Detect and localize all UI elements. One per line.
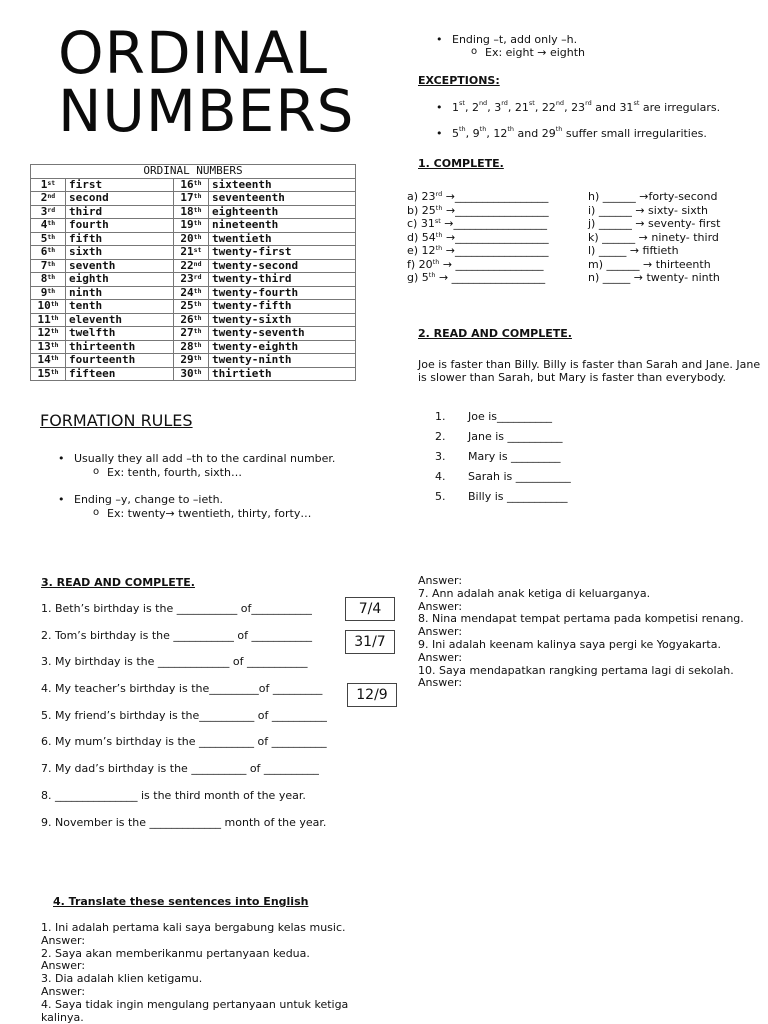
ordinal-number <box>173 273 208 287</box>
table-row <box>31 246 356 260</box>
ordinal-number <box>31 354 66 368</box>
suffix: th <box>47 286 56 295</box>
suffix: th <box>435 230 443 239</box>
ordinal-number <box>31 367 66 381</box>
suffix: th <box>193 205 202 214</box>
number: 29 <box>180 353 194 366</box>
suffix: th <box>50 313 59 322</box>
list-item: 5. My friend’s birthday is the__________ of __________ <box>41 708 327 722</box>
suffix: th <box>432 257 440 266</box>
item-number: 2. <box>435 430 446 443</box>
exercise-4-right <box>418 575 763 690</box>
number: 13 <box>37 339 51 353</box>
ordinal-word: fourth <box>66 219 174 233</box>
exception-number: 12 <box>493 127 508 140</box>
number: 30 <box>180 366 194 380</box>
ordinal-word: sixth <box>66 246 174 260</box>
number: 18 <box>180 204 194 218</box>
ordinal-number <box>173 300 208 314</box>
complete-item: l) _____ → fiftieth <box>588 244 679 257</box>
number: 12 <box>37 326 51 339</box>
item-number: e) 12 <box>407 244 436 257</box>
ordinal-number <box>31 286 66 300</box>
number: 5 <box>40 231 48 245</box>
suffix: th <box>193 300 202 308</box>
complete-item <box>407 271 549 285</box>
number: 22 <box>180 258 194 272</box>
rule-2-example: o Ex: twenty→ twentieth, thirty, forty… <box>107 507 311 520</box>
number: 2 <box>40 191 48 204</box>
ordinal-number <box>31 327 66 341</box>
ordinal-word: first <box>66 178 174 192</box>
ordinal-number <box>31 192 66 206</box>
number: 20 <box>180 231 194 245</box>
ordinal-number <box>31 313 66 327</box>
suffix: st <box>459 99 465 107</box>
item-number: g) 5 <box>407 271 429 284</box>
translate-line: 3. Dia adalah klien ketigamu. <box>41 972 203 986</box>
number: 24 <box>180 285 194 299</box>
item-number: f) 20 <box>407 257 433 271</box>
item-text: Sarah is __________ <box>468 470 571 483</box>
ordinal-word: twenty-first <box>208 246 355 260</box>
translate-line: Answer: <box>41 959 86 973</box>
item-number: 4. <box>435 470 446 483</box>
suffix: th <box>507 125 515 133</box>
number: 4 <box>40 218 48 231</box>
suffix: th <box>50 354 59 362</box>
exception-tail: and 29 <box>514 127 556 140</box>
ordinal-word: eighth <box>66 273 174 287</box>
exception-number: 5 <box>452 127 459 140</box>
answer-blank: → ________________ <box>439 257 544 271</box>
list-item: 7. My dad’s birthday is the __________ of __________ <box>41 762 319 776</box>
list-item: 6. My mum’s birthday is the __________ of __________ <box>41 735 327 749</box>
number: 26 <box>180 312 194 326</box>
ordinal-number <box>31 219 66 233</box>
list-item: 1. Beth’s birthday is the ___________ of___________ <box>41 602 312 615</box>
ordinal-number <box>173 286 208 300</box>
translate-line: 10. Saya mendapatkan rangking pertama lagi di sekolah. <box>418 663 734 677</box>
exceptions-heading: EXCEPTIONS: <box>418 74 500 87</box>
number: 6 <box>40 245 48 258</box>
rule-3: • Ending –t, add only –h. <box>452 33 577 46</box>
exercise-4-heading: 4. Translate these sentences into English <box>53 895 309 908</box>
complete-item <box>407 204 549 218</box>
item-number: b) 25 <box>407 203 436 217</box>
ordinal-word: twenty-ninth <box>208 354 355 368</box>
exercise-3-heading: 3. READ AND COMPLETE. <box>41 576 195 589</box>
suffix: th <box>47 259 56 268</box>
ordinal-number <box>31 246 66 260</box>
translate-line: Answer: <box>418 650 463 664</box>
ordinal-word: twenty-sixth <box>208 313 355 327</box>
ordinal-word: seventh <box>66 259 174 273</box>
table-row <box>31 178 356 192</box>
answer-blank: →_________________ <box>440 217 547 230</box>
number: 10 <box>37 299 51 312</box>
translate-line: Answer: <box>418 599 463 613</box>
ordinal-word: twenty-eighth <box>208 340 355 354</box>
ordinal-number <box>173 354 208 368</box>
suffix: th <box>47 219 56 227</box>
table-row <box>31 232 356 246</box>
table-row <box>31 259 356 273</box>
translate-line: 9. Ini adalah keenam kalinya saya pergi ke Yogyakarta. <box>418 637 721 651</box>
complete-item: n) _____ → twenty- ninth <box>588 271 720 284</box>
exception-number: 1 <box>452 101 459 114</box>
item-number: d) 54 <box>407 230 436 244</box>
exercise-1-left <box>407 190 549 285</box>
answer-blank: →_________________ <box>442 203 549 217</box>
formation-heading: FORMATION RULES <box>40 411 193 430</box>
suffix: rd <box>435 190 443 198</box>
item-text: Joe is__________ <box>468 410 553 423</box>
suffix: nd <box>193 259 202 268</box>
suffix: th <box>555 125 563 133</box>
suffix: th <box>50 367 59 376</box>
suffix: st <box>434 217 441 225</box>
suffix: th <box>193 192 202 200</box>
table-header: ORDINAL NUMBERS <box>31 165 356 179</box>
exception-number: 9 <box>472 127 480 140</box>
rule-1-example: o Ex: tenth, fourth, sixth… <box>107 466 242 479</box>
complete-item <box>407 231 549 245</box>
suffix: rd <box>501 99 508 107</box>
number: 23 <box>180 272 194 285</box>
exercise-1-heading: 1. COMPLETE. <box>418 157 504 170</box>
table-row <box>31 313 356 327</box>
exception-number: 2 <box>471 101 479 114</box>
item-number: 1. <box>435 410 446 423</box>
number: 28 <box>180 339 194 353</box>
item-text: Jane is __________ <box>468 430 563 443</box>
suffix: th <box>193 354 202 362</box>
ordinal-number <box>173 192 208 206</box>
exercise-4-left <box>41 922 361 1024</box>
ordinal-table <box>30 164 356 381</box>
complete-item <box>407 244 549 258</box>
complete-item <box>407 190 549 204</box>
ordinal-word: eleventh <box>66 313 174 327</box>
ordinal-number <box>173 246 208 260</box>
translate-line: Answer: <box>418 625 463 639</box>
complete-item <box>407 258 549 272</box>
number: 7 <box>40 258 48 272</box>
suffix: th <box>193 286 202 295</box>
ordinal-number <box>31 273 66 287</box>
suffix: st <box>193 246 202 254</box>
item-number: c) 31 <box>407 217 435 230</box>
complete-item: m) ______ → thirteenth <box>588 257 711 271</box>
ordinal-number <box>173 367 208 381</box>
translate-line: 4. Saya tidak ingin mengulang pertanyaan untuk ketiga kalinya. <box>41 997 349 1024</box>
list-item <box>435 470 571 490</box>
ordinal-number <box>31 300 66 314</box>
number: 19 <box>180 218 194 231</box>
list-item: 9. November is the _____________ month of the year. <box>41 815 327 829</box>
answer-blank: →_________________ <box>442 244 549 257</box>
list-item <box>435 430 571 450</box>
table-row <box>31 219 356 233</box>
suffix: th <box>193 178 202 187</box>
suffix: th <box>459 125 466 133</box>
ordinal-word: twenty-fourth <box>208 286 355 300</box>
complete-item <box>407 217 549 231</box>
number: 9 <box>40 285 48 299</box>
table-row <box>31 205 356 219</box>
exception-number: 23 <box>571 101 586 114</box>
complete-item: j) ______ → seventy- first <box>588 217 721 230</box>
exercise-2-heading: 2. READ AND COMPLETE. <box>418 327 572 340</box>
ordinal-word: second <box>66 192 174 206</box>
number: 3 <box>40 204 48 218</box>
suffix: nd <box>47 192 56 200</box>
ordinal-number <box>31 259 66 273</box>
ordinal-number <box>173 219 208 233</box>
table-row <box>31 286 356 300</box>
list-item: 3. My birthday is the _____________ of ___________ <box>41 655 308 669</box>
item-number: a) 23 <box>407 190 436 203</box>
suffix: th <box>193 327 202 335</box>
number: 14 <box>37 353 51 366</box>
list-item: 8. _______________ is the third month of the year. <box>41 788 306 802</box>
table-row <box>31 192 356 206</box>
table-row <box>31 354 356 368</box>
ordinal-word: seventeenth <box>208 192 355 206</box>
suffix: th <box>47 273 56 281</box>
answer-box-1: 7/4 <box>345 597 395 621</box>
complete-item: h) ______ →forty-second <box>588 190 718 203</box>
translate-line: 2. Saya akan memberikanmu pertanyaan kedua. <box>41 946 310 960</box>
suffix: th <box>193 219 202 227</box>
number: 15 <box>37 366 51 380</box>
exception-tail: and 31 <box>591 101 634 114</box>
suffix: th <box>50 300 59 308</box>
suffix: th <box>428 271 436 279</box>
ordinal-number <box>173 232 208 246</box>
ordinal-word: twelfth <box>66 327 174 341</box>
ordinal-word: tenth <box>66 300 174 314</box>
item-number: 5. <box>435 490 446 503</box>
ordinal-word: thirtieth <box>208 367 355 381</box>
ordinal-word: sixteenth <box>208 178 355 192</box>
ordinal-number <box>173 327 208 341</box>
ordinal-word: third <box>66 205 174 219</box>
table-row <box>31 327 356 341</box>
suffix: rd <box>585 99 592 107</box>
answer-box-2: 31/7 <box>345 630 395 654</box>
exception-number: 21 <box>514 101 529 114</box>
ordinal-word: twenty-seventh <box>208 327 355 341</box>
exception-end: are irregulars. <box>639 101 721 114</box>
suffix: th <box>50 340 59 349</box>
item-text: Mary is _________ <box>468 450 561 463</box>
list-item <box>435 490 571 510</box>
suffix: st <box>47 178 56 187</box>
exercise-3-items <box>41 602 327 842</box>
ordinal-word: fifteen <box>66 367 174 381</box>
ordinal-number <box>31 340 66 354</box>
ordinal-word: nineteenth <box>208 219 355 233</box>
list-item: 4. My teacher’s birthday is the_________of _________ <box>41 682 323 696</box>
ordinal-word: ninth <box>66 286 174 300</box>
item-text: Billy is ___________ <box>468 490 568 503</box>
list-item <box>435 410 571 430</box>
translate-line: Answer: <box>41 984 86 998</box>
exception-end: suffer small irregularities. <box>562 127 707 140</box>
suffix: th <box>193 340 202 349</box>
translate-line: Answer: <box>41 933 86 947</box>
table-row <box>31 367 356 381</box>
suffix: th <box>193 313 202 322</box>
rule-3-example: o Ex: eight → eighth <box>485 46 585 59</box>
translate-line: 7. Ann adalah anak ketiga di keluarganya. <box>418 586 651 600</box>
table-row <box>31 273 356 287</box>
number: 17 <box>180 191 194 204</box>
list-item <box>435 450 571 470</box>
ordinal-number <box>31 232 66 246</box>
table-row <box>31 300 356 314</box>
exception-number: 3 <box>494 101 502 114</box>
suffix: th <box>435 244 443 252</box>
translate-line: 1. Ini adalah pertama kali saya bergabung kelas music. <box>41 921 346 934</box>
complete-item: k) ______ → ninety- third <box>588 230 719 244</box>
ordinal-word: twentieth <box>208 232 355 246</box>
exception-1: • 1st, 2nd, 3rd, 21st, 22nd, 23rd and 31st are irregulars. <box>452 101 720 114</box>
ordinal-number <box>173 205 208 219</box>
page-title <box>58 19 355 145</box>
answer-blank: → _________________ <box>435 271 546 284</box>
exception-2: • 5th, 9th, 12th and 29th suffer small irregularities. <box>452 127 707 140</box>
exercise-2-text: Joe is faster than Billy. Billy is faster than Sarah and Jane. Jane is slower than Sarah, but Mary is faster than everybody. <box>418 358 761 384</box>
translate-line: Answer: <box>418 574 463 587</box>
ordinal-word: twenty-third <box>208 273 355 287</box>
suffix: st <box>633 99 640 107</box>
suffix: th <box>47 232 56 241</box>
suffix: th <box>47 246 56 254</box>
exercise-1-right <box>588 190 720 285</box>
suffix: th <box>479 125 487 133</box>
ordinal-word: twenty-second <box>208 259 355 273</box>
ordinal-word: fourteenth <box>66 354 174 368</box>
suffix: th <box>435 203 443 212</box>
table-row <box>31 340 356 354</box>
translate-line: Answer: <box>418 676 463 690</box>
complete-item: i) ______ → sixty- sixth <box>588 203 709 217</box>
ordinal-number <box>173 340 208 354</box>
exercise-2-items <box>435 410 571 510</box>
translate-line: 8. Nina mendapat tempat pertama pada kompetisi renang. <box>418 612 744 626</box>
title-line-2: NUMBERS <box>58 77 355 145</box>
number: 21 <box>180 245 194 258</box>
answer-blank: →_________________ <box>442 190 549 203</box>
title-line-1: ORDINAL <box>58 19 329 87</box>
suffix: st <box>528 99 535 107</box>
suffix: rd <box>47 205 56 214</box>
number: 25 <box>180 299 194 312</box>
exception-number: 22 <box>541 101 556 114</box>
answer-blank: →_________________ <box>442 230 549 244</box>
number: 27 <box>180 326 194 339</box>
suffix: nd <box>478 99 488 107</box>
suffix: nd <box>555 99 565 107</box>
ordinal-word: eighteenth <box>208 205 355 219</box>
table-header-row <box>31 165 356 179</box>
ordinal-number <box>31 205 66 219</box>
suffix: th <box>193 367 202 376</box>
number: 8 <box>40 272 48 285</box>
number: 1 <box>40 177 48 191</box>
suffix: th <box>193 232 202 241</box>
suffix: rd <box>193 273 202 281</box>
ordinal-number <box>31 178 66 192</box>
ordinal-word: twenty-fifth <box>208 300 355 314</box>
list-item: 2. Tom’s birthday is the ___________ of ___________ <box>41 628 313 642</box>
suffix: th <box>50 327 59 335</box>
ordinal-number <box>173 313 208 327</box>
rule-2: • Ending –y, change to –ieth. <box>74 493 223 506</box>
number: 11 <box>37 312 51 326</box>
rule-1: • Usually they all add –th to the cardinal number. <box>74 452 335 465</box>
ordinal-word: fifth <box>66 232 174 246</box>
number: 16 <box>180 177 194 191</box>
answer-box-3: 12/9 <box>347 683 397 707</box>
ordinal-number <box>173 259 208 273</box>
item-number: 3. <box>435 450 446 463</box>
ordinal-word: thirteenth <box>66 340 174 354</box>
ordinal-number <box>173 178 208 192</box>
